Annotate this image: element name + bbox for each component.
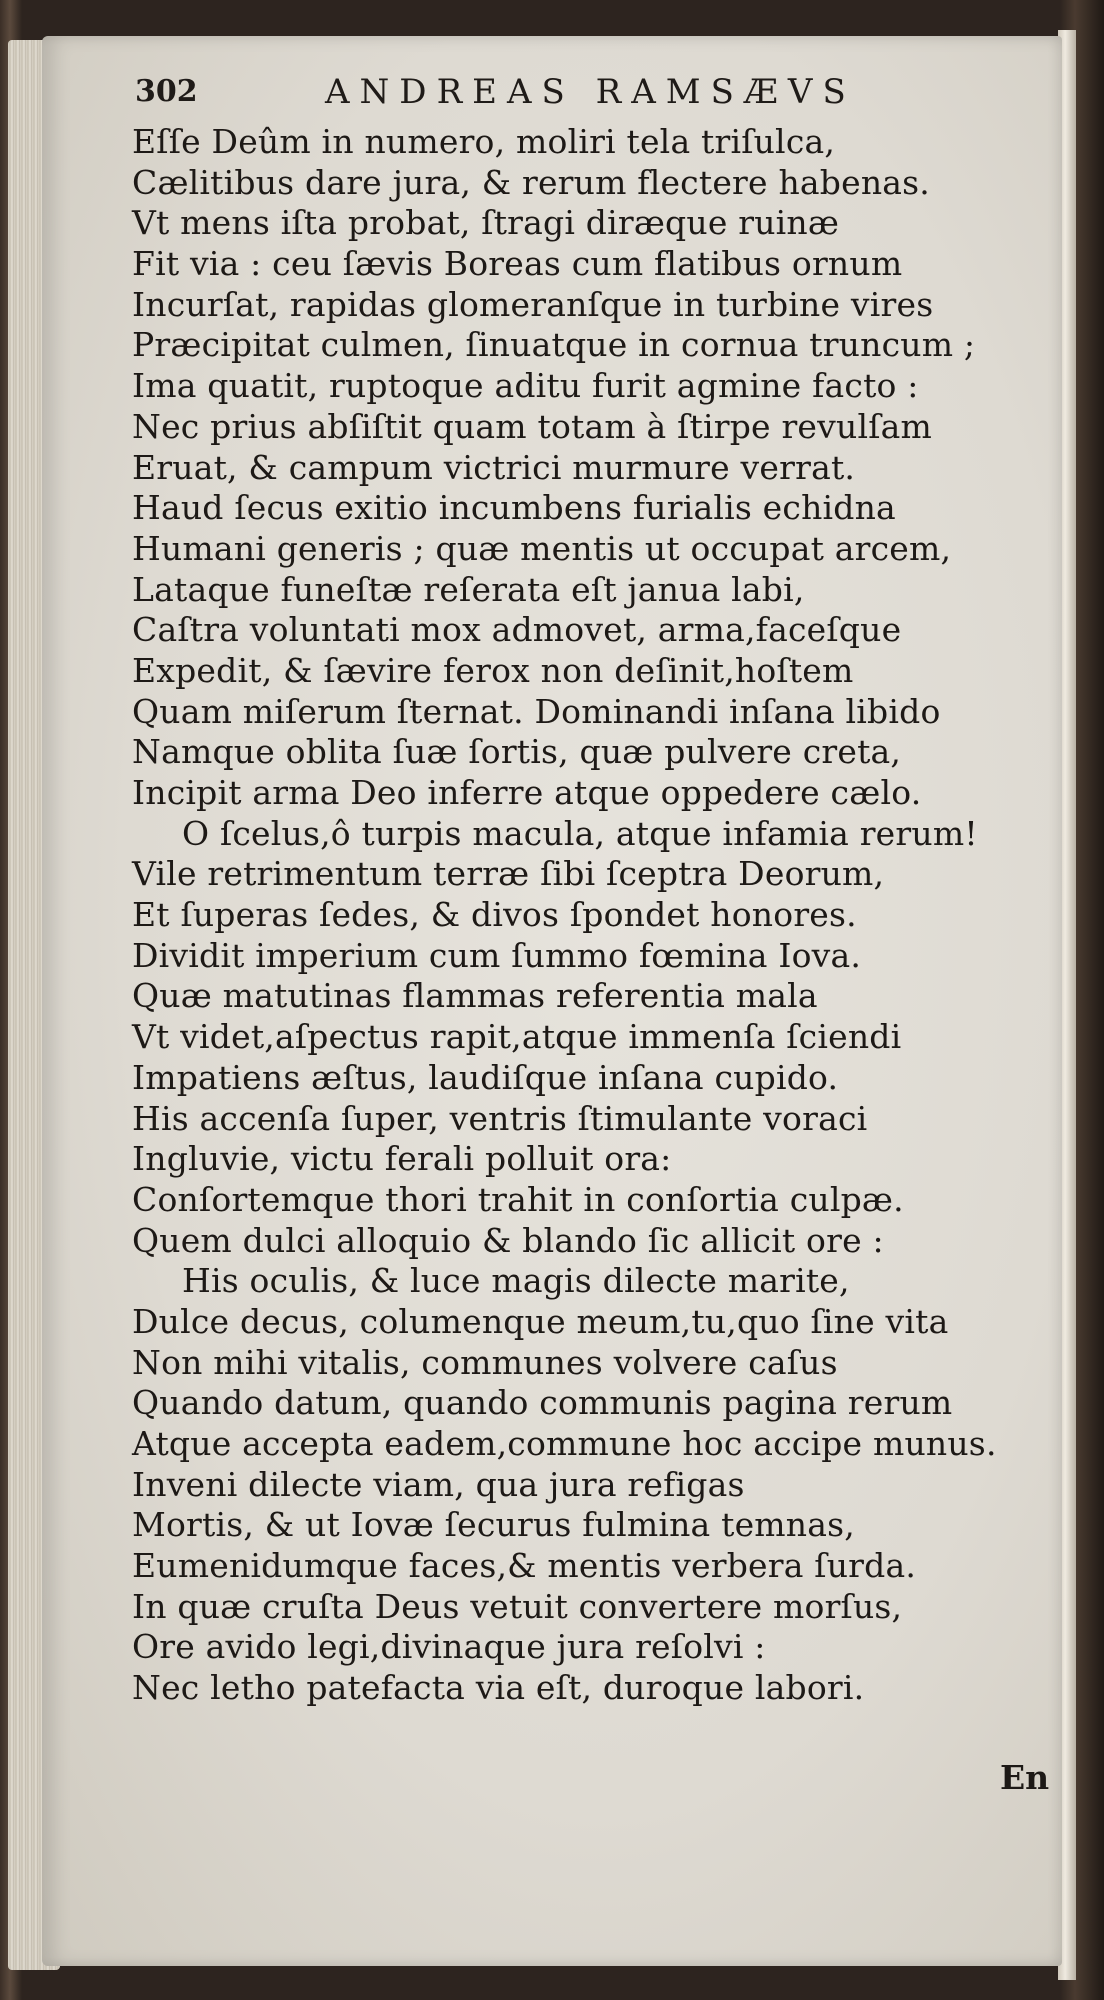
verse-line: Expedit, & ſævire ferox non deſinit,hoſtem xyxy=(132,650,854,690)
verse-line: Incipit arma Deo inferre atque oppedere cælo. xyxy=(132,773,922,812)
verse-line: Nec prius abſiſtit quam totam à ſtirpe revulſam xyxy=(132,406,932,446)
verse-line: Eruat, & campum victrici murmure verrat. xyxy=(132,447,856,487)
verse-line: Eumenidumque faces,& mentis verbera ſurda. xyxy=(132,1546,917,1586)
verse-line: Nec letho patefacta via eſt, duroque labori. xyxy=(132,1668,865,1708)
verse-line: Quæ matutinas flammas referentia mala xyxy=(132,976,818,1016)
verse-line: Ima quatit, ruptoque aditu furit agmine facto : xyxy=(132,366,919,406)
verse-line: Eſſe Deûm in numero, moliri tela triſulca, xyxy=(132,122,836,161)
verse-line: Fit via : ceu ſævis Boreas cum flatibus ornum xyxy=(132,244,903,284)
verse-line: Incurſat, rapidas glomeranſque in turbine vires xyxy=(132,284,934,324)
verse-line: Conſortemque thori trahit in conſortia culpæ. xyxy=(132,1179,904,1219)
verse-line: Vt mens iſta probat, ſtragi diræque ruinæ xyxy=(132,203,840,243)
verse-line: Præcipitat culmen, ſinuatque in cornua truncum ; xyxy=(132,325,976,365)
verse-line: Lataque funeſtæ reſerata eſt janua labi, xyxy=(132,569,805,609)
verse-line: Inveni dilecte viam, qua jura refigas xyxy=(132,1464,745,1504)
verse-line: Atque accepta eadem,commune hoc accipe munus. xyxy=(132,1424,997,1463)
verse-line: Humani generis ; quæ mentis ut occupat arcem, xyxy=(132,528,952,568)
verse-line: Quem dulci alloquio & blando ſic allicit ore : xyxy=(132,1220,884,1260)
page-number: 302 xyxy=(135,74,198,109)
verse-line: Et ſuperas ſedes, & divos ſpondet honores. xyxy=(132,895,857,935)
verse-line: Dulce decus, columenque meum,tu,quo ſine vita xyxy=(132,1301,949,1341)
verse-line: Ingluvie, victu ferali polluit ora: xyxy=(132,1139,672,1179)
page-header xyxy=(135,72,895,118)
verse-line: Vt videt,aſpectus rapit,atque immenſa ſciendi xyxy=(132,1017,902,1057)
verse-line: Caſtra voluntati mox admovet, arma,faceſque xyxy=(132,610,902,650)
verse-line: Non mihi vitalis, communes volvere caſus xyxy=(132,1342,838,1382)
verse-line: Haud ſecus exitio incumbens furialis echidna xyxy=(132,488,896,528)
verse-text xyxy=(132,122,1062,1709)
catchword: En xyxy=(1000,1758,1050,1797)
verse-line: Vile retrimentum terræ ſibi ſceptra Deorum, xyxy=(132,854,885,894)
verse-line: Cælitibus dare jura, & rerum flectere habenas. xyxy=(132,162,930,202)
verse-line: In quæ cruſta Deus vetuit convertere morſus, xyxy=(132,1586,903,1626)
verse-line: O ſcelus,ô turpis macula, atque infamia rerum! xyxy=(182,813,978,853)
verse-line: His oculis, & luce magis dilecte marite, xyxy=(182,1261,850,1301)
verse-line: Namque oblita ſuæ ſortis, quæ pulvere creta, xyxy=(132,732,902,772)
verse-line: Ore avido legi,divinaque jura reſolvi : xyxy=(132,1627,766,1667)
verse-line: Quam miſerum ſternat. Dominandi inſana libido xyxy=(132,691,941,731)
verse-line: Mortis, & ut Iovæ ſecurus fulmina temnas, xyxy=(132,1505,855,1545)
verse-line: His accenſa ſuper, ventris ſtimulante voraci xyxy=(132,1098,868,1138)
verse-line: Dividit imperium cum ſummo fœmina Iova. xyxy=(132,935,862,975)
verse-line: Quando datum, quando communis pagina rerum xyxy=(132,1383,953,1423)
running-head: ANDREAS RAMSÆVS xyxy=(325,72,856,112)
verse-line: Impatiens æſtus, laudiſque inſana cupido. xyxy=(132,1057,839,1097)
